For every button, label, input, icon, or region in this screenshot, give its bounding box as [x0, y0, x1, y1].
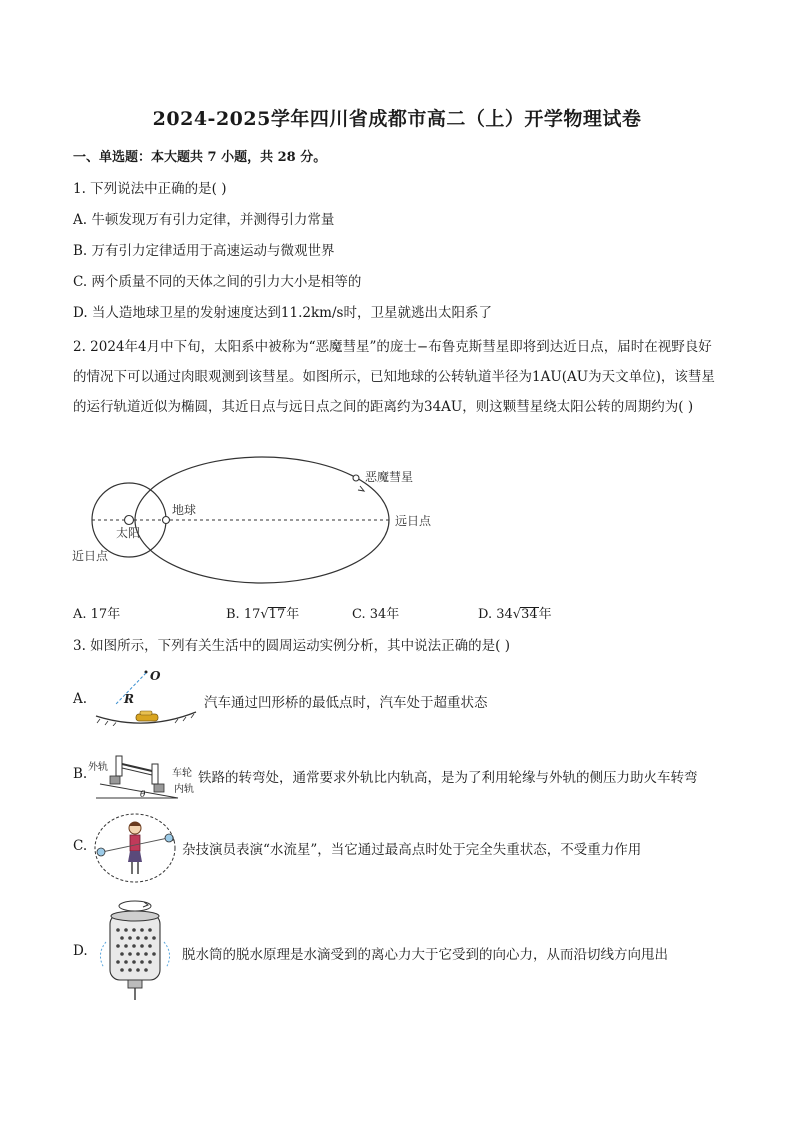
q2-option-d-suffix: 年 — [538, 607, 552, 622]
earth-label: 地球 — [172, 503, 197, 517]
concave-bridge-figure — [94, 666, 199, 726]
q3-option-b-text: 铁路的转弯处，通常要求外轨比内轨高，是为了利用轮缘与外轨的侧压力助火车转弯 — [198, 770, 698, 786]
sqrt-sign: √ — [260, 607, 269, 622]
svg-text:外轨: 外轨 — [88, 762, 108, 773]
direction-arrow — [358, 486, 364, 491]
comet-icon — [353, 475, 359, 481]
q2-stem: 2. 2024年4月中下旬，太阳系中被称为“恶魔彗星”的庞士−布鲁克斯彗星即将到达近日点，届时在视野良好的情况下可以通过肉眼观测到该彗星。如图所示，已知地球的公转轨道半径为1AU(AU为天文单位)，该彗星的运行轨道近似为椭圆，其近日点与远日点之间的距离约为34AU，则这颗彗星绕太阳公转的周期约为( ) — [73, 339, 715, 415]
q3-option-a-text: 汽车通过凹形桥的最低点时，汽车处于超重状态 — [204, 695, 488, 711]
q2-option-b-suffix: 年 — [286, 607, 300, 622]
svg-text:R: R — [124, 692, 134, 706]
q3-option-c-letter: C. — [73, 838, 88, 854]
comet-label: 恶魔彗星 — [365, 470, 414, 484]
sqrt-sign: √ — [512, 607, 522, 622]
railway-curve-figure — [86, 740, 198, 802]
q3-option-b-letter: B. — [73, 766, 88, 782]
q2-option-b-root: 17 — [268, 607, 286, 622]
svg-text:内轨: 内轨 — [174, 784, 194, 795]
cup-right-icon — [165, 834, 173, 842]
spin-dryer-figure — [92, 896, 178, 1004]
q1-option-c: C. 两个质量不同的天体之间的引力大小是相等的 — [73, 274, 362, 290]
q1-option-d: D. 当人造地球卫星的发射速度达到11.2km/s时，卫星就逃出太阳系了 — [73, 305, 492, 321]
q1-option-b: B. 万有引力定律适用于高速运动与微观世界 — [73, 243, 335, 259]
svg-text:O: O — [150, 669, 161, 683]
q2-option-b — [226, 603, 299, 622]
q2-option-c: C. 34年 — [352, 607, 400, 622]
q1-option-a: A. 牛顿发现万有引力定律，并测得引力常量 — [73, 212, 335, 228]
cup-left-icon — [97, 848, 105, 856]
sun-icon — [125, 516, 134, 525]
sun-label: 太阳 — [116, 526, 141, 540]
section-heading: 一、单选题：本大题共 7 小题，共 28 分。 — [73, 150, 327, 165]
q3-option-a-letter: A. — [73, 691, 88, 707]
perihelion-label: 近日点 — [72, 549, 109, 563]
earth-icon — [163, 517, 170, 524]
q3-option-d-letter: D. — [73, 943, 88, 959]
q3-option-d-text: 脱水筒的脱水原理是水滴受到的离心力大于它受到的向心力，从而沿切线方向甩出 — [182, 947, 668, 963]
q1-stem: 1. 下列说法中正确的是( ) — [73, 181, 227, 197]
q2-option-d-root: 34 — [521, 607, 538, 622]
svg-text:θ: θ — [140, 790, 146, 800]
aphelion-label: 远日点 — [395, 514, 432, 528]
q3-stem: 3. 如图所示，下列有关生活中的圆周运动实例分析，其中说法正确的是( ) — [73, 638, 510, 654]
q2-option-d-prefix: D. 34 — [478, 607, 513, 622]
q2-option-a: A. 17年 — [73, 607, 121, 622]
q2-option-d — [478, 603, 552, 622]
comet-orbit-diagram — [68, 455, 458, 595]
water-meteor-figure — [90, 808, 180, 886]
q2-option-b-prefix: B. 17 — [226, 607, 261, 622]
q3-option-c-text: 杂技演员表演“水流星”，当它通过最高点时处于完全失重状态，不受重力作用 — [182, 842, 642, 858]
exam-title: 2024-2025学年四川省成都市高二（上）开学物理试卷 — [152, 108, 642, 130]
svg-text:车轮: 车轮 — [172, 768, 192, 779]
